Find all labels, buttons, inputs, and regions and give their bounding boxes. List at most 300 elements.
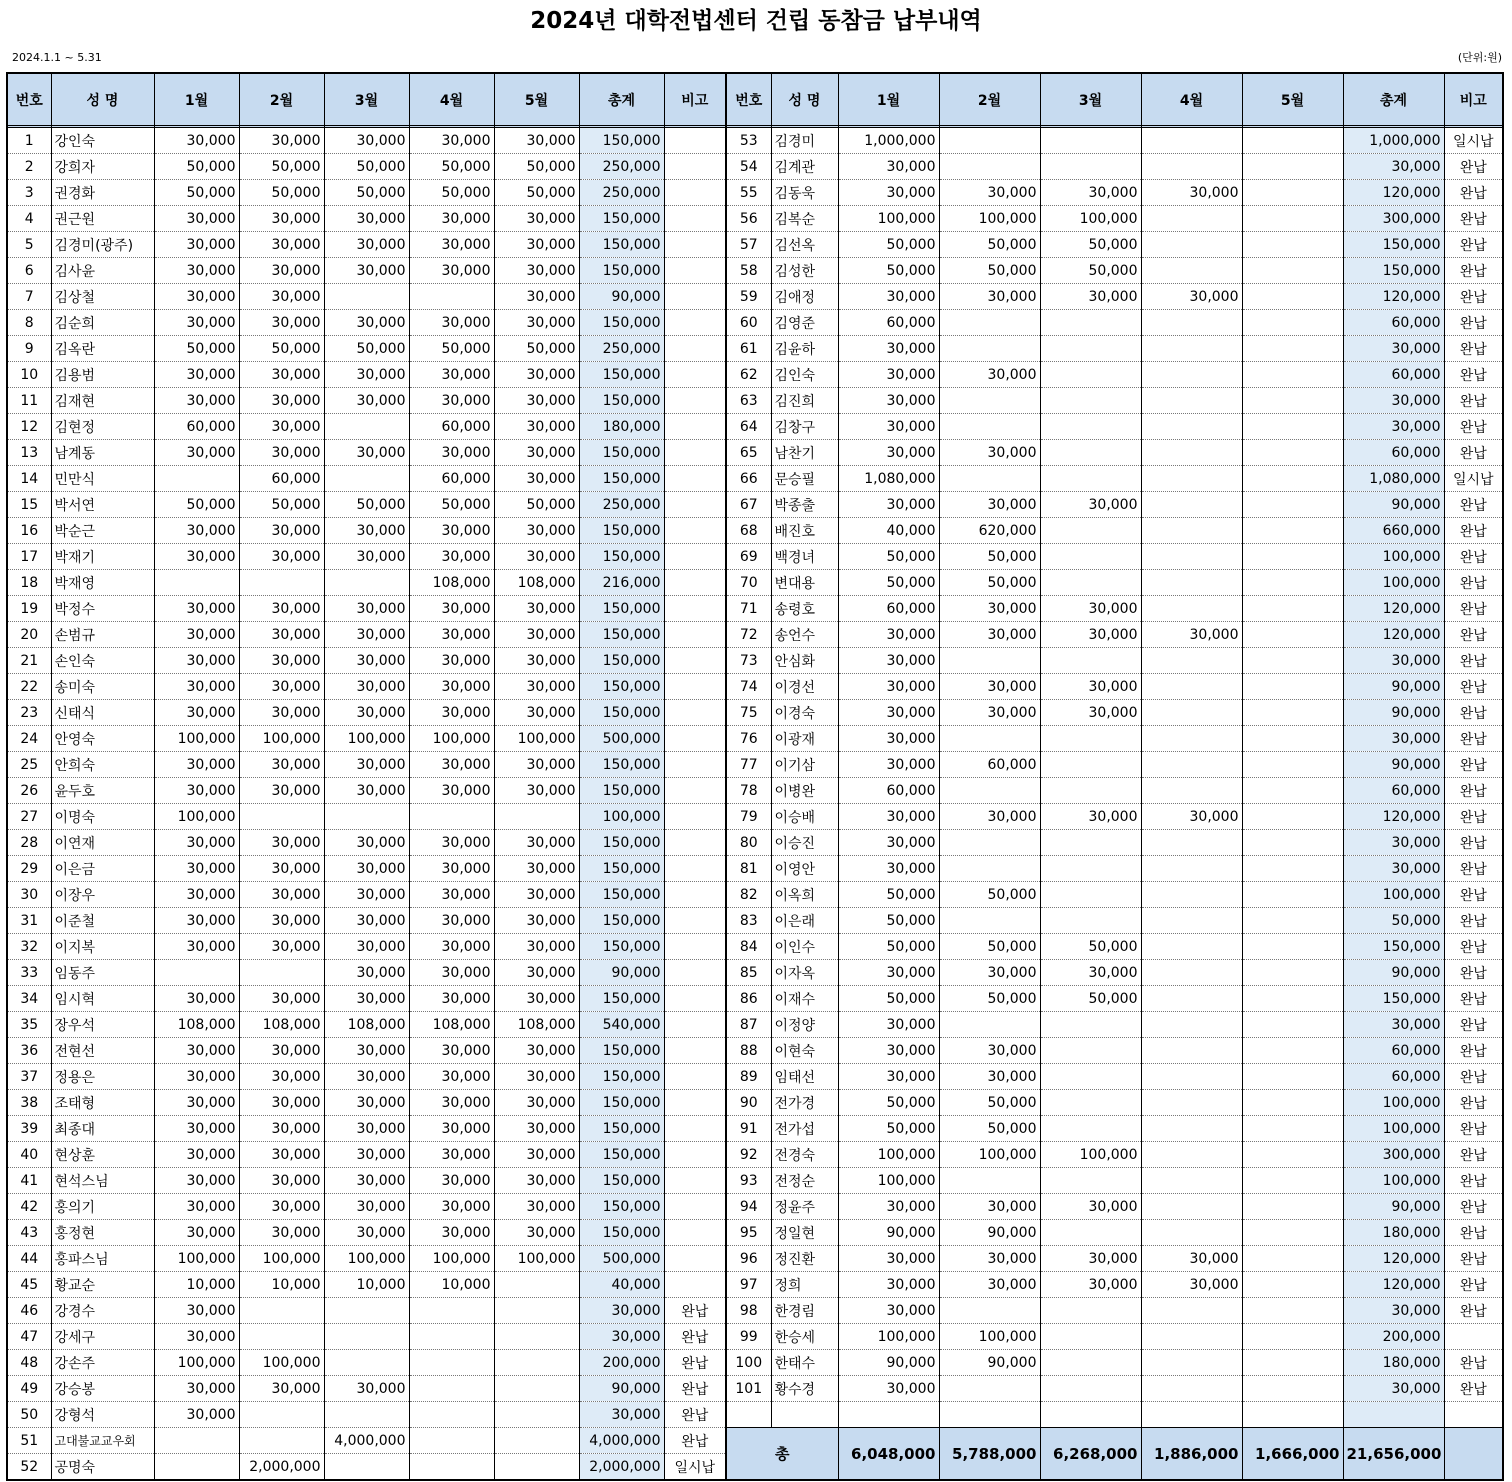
header-cell: 3월 <box>1040 73 1141 126</box>
jan-amount: 30,000 <box>154 440 239 466</box>
feb-amount <box>939 414 1040 440</box>
apr-amount <box>409 1298 494 1324</box>
mar-amount <box>1040 856 1141 882</box>
jan-amount: 30,000 <box>838 648 939 674</box>
feb-amount: 30,000 <box>239 1090 324 1116</box>
table-row <box>7 336 1503 362</box>
mar-amount <box>1040 1220 1141 1246</box>
row-number: 21 <box>7 648 51 674</box>
row-total: 150,000 <box>579 700 664 726</box>
row-total: 60,000 <box>1343 310 1444 336</box>
mar-amount: 4,000,000 <box>324 1428 409 1454</box>
donor-name: 이자옥 <box>771 960 838 986</box>
note: 완납 <box>1444 1298 1503 1324</box>
table-row <box>7 440 1503 466</box>
row-number: 75 <box>726 700 771 726</box>
jan-amount: 100,000 <box>154 726 239 752</box>
row-number: 60 <box>726 310 771 336</box>
row-total: 150,000 <box>579 466 664 492</box>
donor-name: 정용은 <box>51 1064 154 1090</box>
grand-total-label: 총 <box>726 1428 838 1481</box>
feb-amount: 30,000 <box>239 128 324 154</box>
jan-amount: 30,000 <box>838 284 939 310</box>
note <box>664 180 726 206</box>
row-number: 49 <box>7 1376 51 1402</box>
donor-name: 정희 <box>771 1272 838 1298</box>
row-total: 100,000 <box>1343 570 1444 596</box>
donor-name: 김사윤 <box>51 258 154 284</box>
apr-amount: 108,000 <box>409 570 494 596</box>
jan-amount: 30,000 <box>154 1298 239 1324</box>
jan-amount: 30,000 <box>838 1376 939 1402</box>
donor-name: 이현숙 <box>771 1038 838 1064</box>
mar-amount: 50,000 <box>324 154 409 180</box>
apr-amount: 30,000 <box>409 1090 494 1116</box>
feb-amount: 30,000 <box>239 1142 324 1168</box>
table-row <box>7 518 1503 544</box>
mar-amount: 30,000 <box>1040 622 1141 648</box>
donor-name: 강승봉 <box>51 1376 154 1402</box>
donor-name: 이준철 <box>51 908 154 934</box>
apr-amount: 30,000 <box>409 648 494 674</box>
row-number: 6 <box>7 258 51 284</box>
feb-amount: 30,000 <box>939 492 1040 518</box>
donor-name <box>771 1402 838 1428</box>
may-amount <box>1242 1038 1343 1064</box>
row-number: 24 <box>7 726 51 752</box>
jan-amount: 30,000 <box>838 752 939 778</box>
row-total: 150,000 <box>579 310 664 336</box>
donor-name: 황교순 <box>51 1272 154 1298</box>
row-total: 120,000 <box>1343 180 1444 206</box>
mar-amount <box>1040 830 1141 856</box>
row-number: 12 <box>7 414 51 440</box>
feb-amount: 30,000 <box>239 284 324 310</box>
apr-amount <box>1141 1116 1242 1142</box>
apr-amount <box>409 804 494 830</box>
apr-amount <box>1141 206 1242 232</box>
note <box>664 128 726 154</box>
feb-amount: 30,000 <box>239 882 324 908</box>
apr-amount <box>1141 388 1242 414</box>
feb-amount: 50,000 <box>939 934 1040 960</box>
mar-amount: 30,000 <box>324 440 409 466</box>
row-number: 78 <box>726 778 771 804</box>
donor-name: 김진희 <box>771 388 838 414</box>
feb-amount: 30,000 <box>239 908 324 934</box>
mar-amount: 10,000 <box>324 1272 409 1298</box>
mar-amount: 50,000 <box>324 180 409 206</box>
mar-amount: 50,000 <box>1040 258 1141 284</box>
table-row <box>7 1402 1503 1428</box>
table-row <box>7 1376 1503 1402</box>
may-amount <box>1242 1272 1343 1298</box>
note <box>664 1246 726 1272</box>
may-amount <box>1242 492 1343 518</box>
donor-name: 전정순 <box>771 1168 838 1194</box>
row-number: 94 <box>726 1194 771 1220</box>
table-row <box>7 284 1503 310</box>
row-number: 28 <box>7 830 51 856</box>
may-amount <box>1242 518 1343 544</box>
apr-amount <box>1141 1142 1242 1168</box>
mar-amount <box>1040 648 1141 674</box>
donor-name: 김용범 <box>51 362 154 388</box>
apr-amount <box>1141 518 1242 544</box>
feb-amount: 100,000 <box>239 726 324 752</box>
row-number: 88 <box>726 1038 771 1064</box>
row-number: 98 <box>726 1298 771 1324</box>
grand-total-value: 5,788,000 <box>939 1428 1040 1481</box>
apr-amount: 30,000 <box>409 258 494 284</box>
header-cell: 성 명 <box>51 73 154 126</box>
feb-amount <box>239 1402 324 1428</box>
apr-amount <box>1141 466 1242 492</box>
feb-amount: 100,000 <box>239 1246 324 1272</box>
may-amount <box>1242 414 1343 440</box>
jan-amount: 30,000 <box>154 1142 239 1168</box>
row-number: 35 <box>7 1012 51 1038</box>
may-amount: 30,000 <box>494 960 579 986</box>
note: 완납 <box>1444 492 1503 518</box>
mar-amount <box>1040 1090 1141 1116</box>
note: 완납 <box>1444 388 1503 414</box>
note: 완납 <box>1444 570 1503 596</box>
donor-name: 강경수 <box>51 1298 154 1324</box>
donor-name: 이은금 <box>51 856 154 882</box>
donor-name: 김경미 <box>771 128 838 154</box>
header-cell: 비고 <box>664 73 726 126</box>
donor-name: 안영숙 <box>51 726 154 752</box>
note: 완납 <box>1444 1142 1503 1168</box>
jan-amount: 50,000 <box>838 1116 939 1142</box>
row-total: 60,000 <box>1343 778 1444 804</box>
row-total: 150,000 <box>1343 258 1444 284</box>
row-number: 73 <box>726 648 771 674</box>
donor-name: 이장우 <box>51 882 154 908</box>
note: 완납 <box>1444 1038 1503 1064</box>
donor-name: 현상훈 <box>51 1142 154 1168</box>
donor-name: 이정양 <box>771 1012 838 1038</box>
apr-amount: 30,000 <box>409 128 494 154</box>
jan-amount: 10,000 <box>154 1272 239 1298</box>
row-total: 150,000 <box>579 1194 664 1220</box>
feb-amount: 90,000 <box>939 1220 1040 1246</box>
apr-amount <box>1141 1402 1242 1428</box>
apr-amount: 30,000 <box>409 1064 494 1090</box>
note: 완납 <box>1444 1194 1503 1220</box>
donor-name: 송령호 <box>771 596 838 622</box>
jan-amount: 100,000 <box>838 1168 939 1194</box>
feb-amount <box>939 336 1040 362</box>
note <box>664 674 726 700</box>
row-number: 29 <box>7 856 51 882</box>
mar-amount <box>1040 310 1141 336</box>
mar-amount <box>1040 1376 1141 1402</box>
mar-amount <box>1040 1298 1141 1324</box>
may-amount: 30,000 <box>494 596 579 622</box>
row-total <box>1343 1402 1444 1428</box>
mar-amount <box>1040 440 1141 466</box>
may-amount: 30,000 <box>494 1220 579 1246</box>
mar-amount: 30,000 <box>1040 674 1141 700</box>
feb-amount <box>239 570 324 596</box>
donor-name: 김인숙 <box>771 362 838 388</box>
row-number: 89 <box>726 1064 771 1090</box>
donor-name: 박종출 <box>771 492 838 518</box>
may-amount: 30,000 <box>494 258 579 284</box>
apr-amount: 10,000 <box>409 1272 494 1298</box>
feb-amount: 60,000 <box>939 752 1040 778</box>
row-number: 31 <box>7 908 51 934</box>
mar-amount: 50,000 <box>1040 986 1141 1012</box>
donor-name: 김옥란 <box>51 336 154 362</box>
jan-amount: 30,000 <box>838 362 939 388</box>
feb-amount <box>939 154 1040 180</box>
apr-amount <box>409 1402 494 1428</box>
note <box>664 778 726 804</box>
row-number: 77 <box>726 752 771 778</box>
feb-amount: 30,000 <box>239 1064 324 1090</box>
donor-name: 이재수 <box>771 986 838 1012</box>
row-number: 23 <box>7 700 51 726</box>
apr-amount: 30,000 <box>409 544 494 570</box>
table-row <box>7 414 1503 440</box>
row-number: 82 <box>726 882 771 908</box>
apr-amount: 30,000 <box>409 622 494 648</box>
table-row <box>7 570 1503 596</box>
feb-amount: 30,000 <box>239 206 324 232</box>
note <box>664 934 726 960</box>
note <box>664 440 726 466</box>
mar-amount: 30,000 <box>1040 180 1141 206</box>
note <box>664 1168 726 1194</box>
feb-amount: 30,000 <box>939 1272 1040 1298</box>
jan-amount: 30,000 <box>838 1038 939 1064</box>
feb-amount: 30,000 <box>239 596 324 622</box>
mar-amount: 30,000 <box>324 1194 409 1220</box>
may-amount <box>1242 1324 1343 1350</box>
donor-name: 강손주 <box>51 1350 154 1376</box>
apr-amount <box>1141 882 1242 908</box>
jan-amount: 30,000 <box>154 1402 239 1428</box>
row-total: 30,000 <box>1343 830 1444 856</box>
table-row <box>7 1038 1503 1064</box>
jan-amount <box>154 1454 239 1481</box>
row-number: 19 <box>7 596 51 622</box>
row-number: 1 <box>7 128 51 154</box>
row-total: 150,000 <box>579 1038 664 1064</box>
row-total: 30,000 <box>1343 154 1444 180</box>
apr-amount <box>1141 700 1242 726</box>
may-amount <box>494 1402 579 1428</box>
apr-amount: 30,000 <box>409 934 494 960</box>
may-amount: 30,000 <box>494 1194 579 1220</box>
may-amount <box>1242 1220 1343 1246</box>
feb-amount: 30,000 <box>239 544 324 570</box>
header-row <box>7 73 1503 126</box>
may-amount <box>1242 1298 1343 1324</box>
row-total: 150,000 <box>579 1064 664 1090</box>
jan-amount: 30,000 <box>154 674 239 700</box>
apr-amount <box>1141 570 1242 596</box>
row-number: 100 <box>726 1350 771 1376</box>
mar-amount: 30,000 <box>324 752 409 778</box>
header-cell: 총계 <box>579 73 664 126</box>
row-number: 51 <box>7 1428 51 1454</box>
row-total: 150,000 <box>579 206 664 232</box>
feb-amount: 30,000 <box>939 1038 1040 1064</box>
jan-amount: 30,000 <box>154 908 239 934</box>
donor-name: 민만식 <box>51 466 154 492</box>
note <box>664 700 726 726</box>
mar-amount <box>1040 128 1141 154</box>
row-number: 65 <box>726 440 771 466</box>
jan-amount: 30,000 <box>154 1168 239 1194</box>
apr-amount <box>1141 492 1242 518</box>
feb-amount <box>939 726 1040 752</box>
feb-amount: 108,000 <box>239 1012 324 1038</box>
donor-name: 임시혁 <box>51 986 154 1012</box>
donor-name: 박재기 <box>51 544 154 570</box>
row-number: 13 <box>7 440 51 466</box>
note: 완납 <box>1444 726 1503 752</box>
table-row <box>7 388 1503 414</box>
may-amount <box>1242 440 1343 466</box>
may-amount: 108,000 <box>494 1012 579 1038</box>
may-amount <box>1242 1064 1343 1090</box>
row-total: 90,000 <box>579 1376 664 1402</box>
apr-amount: 30,000 <box>409 232 494 258</box>
mar-amount: 50,000 <box>1040 934 1141 960</box>
feb-amount <box>239 804 324 830</box>
jan-amount: 30,000 <box>838 726 939 752</box>
mar-amount: 30,000 <box>324 1064 409 1090</box>
table-row <box>7 1194 1503 1220</box>
row-number: 95 <box>726 1220 771 1246</box>
feb-amount: 100,000 <box>939 206 1040 232</box>
donor-name: 정진환 <box>771 1246 838 1272</box>
apr-amount: 30,000 <box>409 362 494 388</box>
may-amount: 50,000 <box>494 492 579 518</box>
table-row <box>7 1350 1503 1376</box>
feb-amount <box>939 1402 1040 1428</box>
jan-amount: 30,000 <box>154 518 239 544</box>
header-cell: 1월 <box>154 73 239 126</box>
apr-amount: 50,000 <box>409 336 494 362</box>
row-number: 38 <box>7 1090 51 1116</box>
apr-amount: 30,000 <box>409 440 494 466</box>
row-total: 200,000 <box>1343 1324 1444 1350</box>
mar-amount: 30,000 <box>324 1116 409 1142</box>
row-total: 30,000 <box>1343 1012 1444 1038</box>
header-cell: 5월 <box>1242 73 1343 126</box>
donor-name: 홍의기 <box>51 1194 154 1220</box>
row-number: 96 <box>726 1246 771 1272</box>
jan-amount: 30,000 <box>838 180 939 206</box>
may-amount: 50,000 <box>494 154 579 180</box>
feb-amount: 30,000 <box>239 1376 324 1402</box>
apr-amount <box>1141 1064 1242 1090</box>
feb-amount: 50,000 <box>939 258 1040 284</box>
row-total: 150,000 <box>579 128 664 154</box>
jan-amount: 50,000 <box>838 908 939 934</box>
may-amount <box>1242 648 1343 674</box>
note: 완납 <box>1444 674 1503 700</box>
row-total: 150,000 <box>579 388 664 414</box>
jan-amount: 30,000 <box>154 1324 239 1350</box>
jan-amount: 50,000 <box>838 232 939 258</box>
note: 일시납 <box>1444 128 1503 154</box>
mar-amount: 30,000 <box>1040 804 1141 830</box>
feb-amount: 50,000 <box>939 986 1040 1012</box>
row-number: 67 <box>726 492 771 518</box>
apr-amount: 30,000 <box>1141 1272 1242 1298</box>
may-amount <box>1242 544 1343 570</box>
feb-amount <box>939 1168 1040 1194</box>
may-amount: 30,000 <box>494 752 579 778</box>
table-row <box>7 1246 1503 1272</box>
mar-amount: 30,000 <box>324 258 409 284</box>
row-total: 1,080,000 <box>1343 466 1444 492</box>
row-total: 150,000 <box>579 934 664 960</box>
row-total: 30,000 <box>1343 726 1444 752</box>
row-number: 81 <box>726 856 771 882</box>
apr-amount: 30,000 <box>409 830 494 856</box>
may-amount <box>1242 830 1343 856</box>
note: 완납 <box>1444 1168 1503 1194</box>
donor-name: 김현정 <box>51 414 154 440</box>
row-total: 150,000 <box>579 232 664 258</box>
may-amount <box>1242 752 1343 778</box>
feb-amount <box>939 856 1040 882</box>
row-number: 48 <box>7 1350 51 1376</box>
note <box>664 1194 726 1220</box>
table-row <box>7 310 1503 336</box>
may-amount <box>1242 362 1343 388</box>
row-total: 150,000 <box>579 622 664 648</box>
mar-amount: 30,000 <box>324 1376 409 1402</box>
row-total: 120,000 <box>1343 622 1444 648</box>
feb-amount: 30,000 <box>239 986 324 1012</box>
donor-name: 김선옥 <box>771 232 838 258</box>
note: 완납 <box>664 1350 726 1376</box>
row-number: 42 <box>7 1194 51 1220</box>
feb-amount <box>939 310 1040 336</box>
row-total: 150,000 <box>579 258 664 284</box>
may-amount <box>1242 1142 1343 1168</box>
row-total: 40,000 <box>579 1272 664 1298</box>
row-total: 540,000 <box>579 1012 664 1038</box>
donor-name: 공명숙 <box>51 1454 154 1481</box>
note <box>664 466 726 492</box>
jan-amount: 30,000 <box>838 414 939 440</box>
note: 완납 <box>1444 1064 1503 1090</box>
row-total: 30,000 <box>1343 1376 1444 1402</box>
row-total: 150,000 <box>579 596 664 622</box>
donor-name: 최종대 <box>51 1116 154 1142</box>
feb-amount: 30,000 <box>239 700 324 726</box>
row-number: 52 <box>7 1454 51 1481</box>
may-amount <box>1242 128 1343 154</box>
donor-name: 강세구 <box>51 1324 154 1350</box>
header-cell: 4월 <box>1141 73 1242 126</box>
apr-amount: 30,000 <box>409 752 494 778</box>
table-row <box>7 1324 1503 1350</box>
row-number: 39 <box>7 1116 51 1142</box>
jan-amount: 60,000 <box>838 596 939 622</box>
may-amount: 30,000 <box>494 674 579 700</box>
